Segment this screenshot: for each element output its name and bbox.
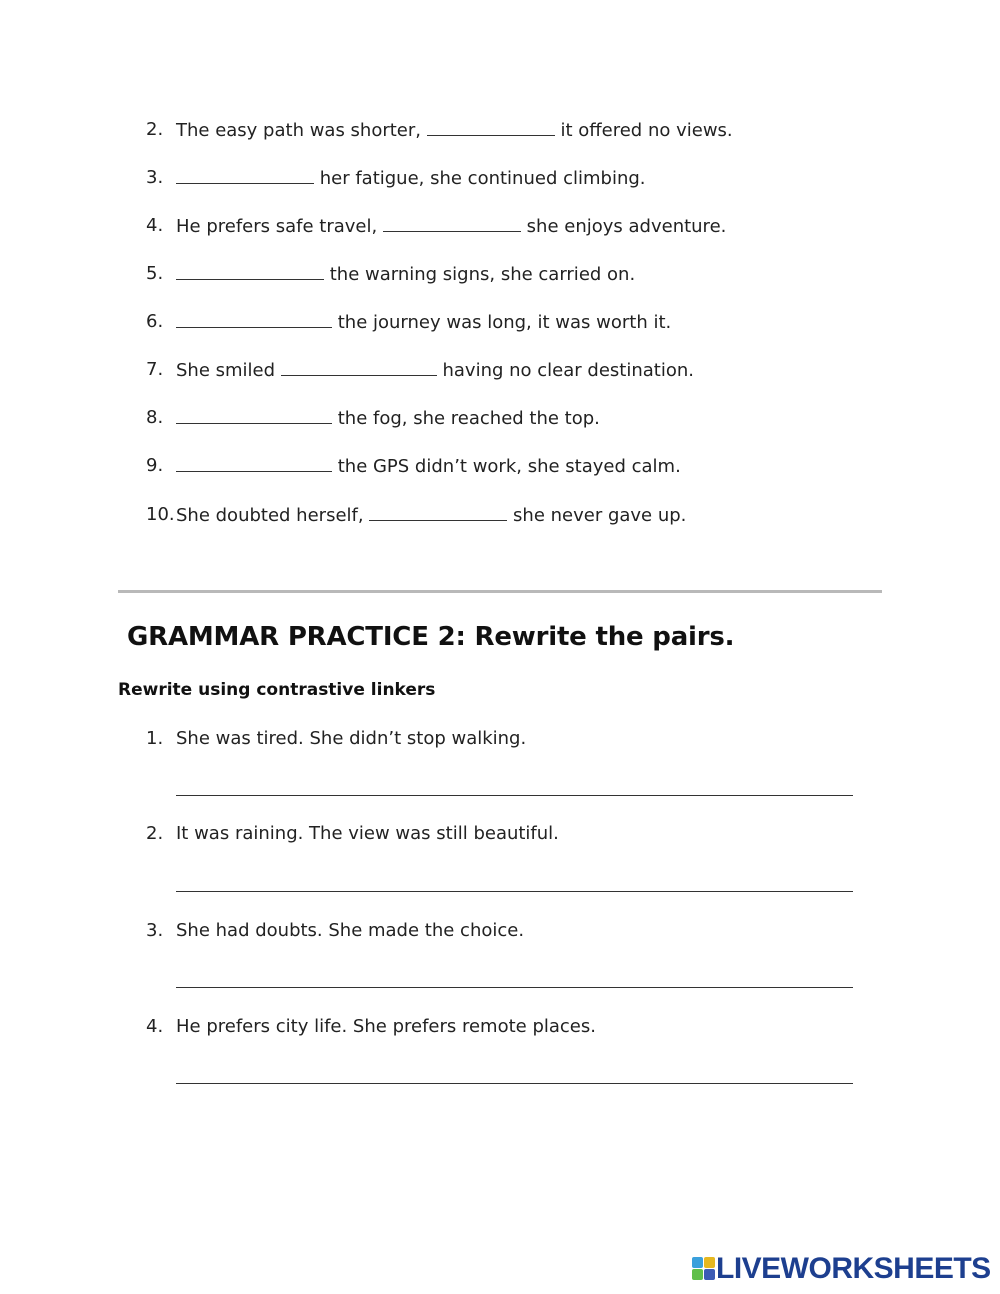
- sentence-end: she never gave up.: [507, 505, 687, 526]
- sentence-end: the fog, she reached the top.: [332, 408, 600, 429]
- item-number: 3.: [146, 167, 164, 188]
- sentence-end: the journey was long, it was worth it.: [332, 312, 672, 333]
- rewrite-prompt: It was raining. The view was still beautiful.: [176, 823, 559, 844]
- logo-text: LIVEWORKSHEETS: [716, 1252, 991, 1285]
- item-number: 3.: [146, 920, 164, 941]
- sentence-end: having no clear destination.: [436, 360, 694, 381]
- rewrite-prompt: He prefers city life. She prefers remote places.: [176, 1016, 596, 1037]
- blank-input[interactable]: [427, 117, 555, 136]
- blank-input[interactable]: [176, 261, 324, 280]
- blank-input[interactable]: [176, 453, 332, 472]
- item-number: 5.: [146, 263, 164, 284]
- sentence-start: She doubted herself,: [176, 505, 370, 526]
- item-number: 2.: [146, 823, 164, 844]
- sentence-start: She smiled: [176, 360, 281, 381]
- item-number: 8.: [146, 407, 164, 428]
- section-divider: [118, 590, 882, 593]
- sentence-start: He prefers safe travel,: [176, 216, 383, 237]
- blank-input[interactable]: [383, 213, 521, 232]
- item-number: 2.: [146, 119, 164, 140]
- blank-input[interactable]: [369, 502, 507, 521]
- item-number: 4.: [146, 215, 164, 236]
- rewrite-prompt: She had doubts. She made the choice.: [176, 920, 525, 941]
- section-title: GRAMMAR PRACTICE 2: Rewrite the pairs.: [127, 622, 735, 652]
- sentence-end: the GPS didn’t work, she stayed calm.: [332, 456, 681, 477]
- answer-line-input[interactable]: [176, 795, 853, 796]
- item-number: 7.: [146, 359, 164, 380]
- blank-input[interactable]: [176, 165, 314, 184]
- item-number: 1.: [146, 728, 164, 749]
- item-number: 4.: [146, 1016, 164, 1037]
- sentence-end: the warning signs, she carried on.: [324, 264, 636, 285]
- sentence-end: she enjoys adventure.: [520, 216, 727, 237]
- sentence-end: it offered no views.: [554, 120, 733, 141]
- item-number: 6.: [146, 311, 164, 332]
- logo-blocks-icon: [692, 1257, 716, 1281]
- rewrite-prompt: She was tired. She didn’t stop walking.: [176, 728, 527, 749]
- sentence-start: The easy path was shorter,: [176, 120, 427, 141]
- sentence-end: her fatigue, she continued climbing.: [314, 168, 646, 189]
- blank-input[interactable]: [176, 309, 332, 328]
- blank-input[interactable]: [176, 405, 332, 424]
- answer-line-input[interactable]: [176, 891, 853, 892]
- section-instructions: Rewrite using contrastive linkers: [118, 680, 436, 700]
- item-number: 10.: [146, 504, 175, 525]
- answer-line-input[interactable]: [176, 987, 853, 988]
- item-number: 9.: [146, 455, 164, 476]
- blank-input[interactable]: [281, 357, 437, 376]
- answer-line-input[interactable]: [176, 1083, 853, 1084]
